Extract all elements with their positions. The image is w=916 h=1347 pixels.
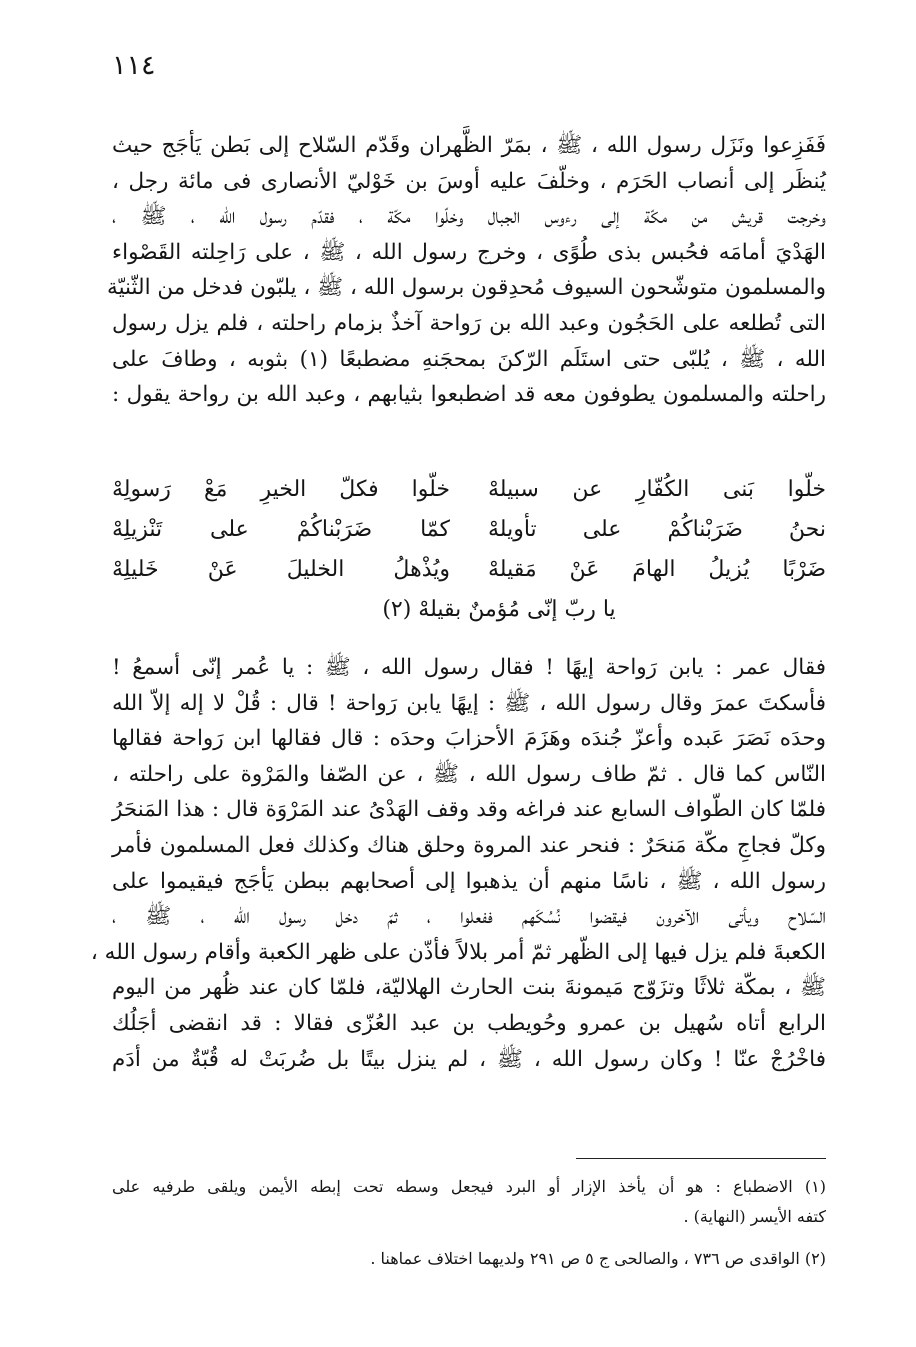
footnote-1-line-2: كتفه الأيسر (النهاية) . [683,1207,826,1226]
text-line: فقال عمر : يابن رَواحة إيهًا ! فقال رسول الله ، ﷺ : يا عُمر إنّى أسمعُ ! [112,655,826,680]
text-line: الهَدْيَ أمامَه فحُبس بذى طُوًى ، وخرج رسول الله ، ﷺ ، على رَاحِلته القَصْواء [112,239,826,265]
verse-second-hemistich: خلّوا فكلّ الخيرِ مَعْ رَسولِهْ [112,477,450,502]
footnote-2: (٢) الواقدى ص ٧٣٦ ، والصالحى ج ٥ ص ٢٩١ ولديهما اختلاف عماهنا . [370,1249,826,1268]
text-line: التى تُطلعه على الحَجُون وعبد الله بن رَواحة آخذٌ بزمام راحلته ، فلم يزل رسول [112,310,826,336]
paragraph-1 [107,128,827,413]
text-line: الكعبةَ فلم يزل فيها إلى الظّهر ثمّ أمر بلالاً فأذّن على ظهر الكعبة وأقام رسول الله ، [90,939,826,965]
poem-verse [112,470,826,510]
text-line: يُنظَر إلى أنصاب الحَرَم ، وخلّفَ عليه أوسَ بن خَوْليّ الأنصارى فى مائة رجل ، [112,168,826,194]
paragraph-2 [90,650,826,1077]
text-line: فلمّا كان الطّواف السابع عند فراغه وقد وقف الهَدْىُ عند المَرْوَة قال : هذا المَنحَرُ [112,797,826,823]
text-line: الله ، ﷺ ، يُلبّى حتى استَلَم الرّكنَ بمحجَنهِ مضطبعًا (١) بثوبه ، وطافَ على [112,346,827,372]
text-line: ﷺ ، بمكّة ثلاثًا وتزَوّج مَيمونةَ بنت الحارث الهلاليّة، فلمّا كان عند ظُهر من اليوم [112,975,826,1001]
text-line: وكلّ فجاجِ مكّة مَنحَرٌ : فنحر عند المروة وحلق هناك وكذلك فعل المسلمون فأمر [112,832,826,858]
text-line: الرابع أتاه سُهيل بن عمرو وحُويطب بن عبد العُزّى فقالا : قد انقضى أجَلُك [112,1010,826,1036]
verse-first-hemistich: نحنُ ضَرَبْناكُمْ على تأويلهْ [488,517,826,542]
text-line: والمسلمون متوشّحون السيوف مُحدِقون برسول الله ، ﷺ ، يلبّون فدخل من الثّنيّة [107,275,826,301]
text-line: فاخْرُجْ عنّا ! وكان رسول الله ، ﷺ ، لم ينزل بيتًا بل ضُربَتْ له قُبّةٌ من أدَم [112,1046,826,1072]
verse-first-hemistich: ضَرْبًا يُزيلُ الهامَ عَنْ مَقيلهْ [488,557,826,582]
text-line: وحدَه نَصَرَ عَبده وأعزّ جُندَه وهَزَمَ الأحزابَ وحدَه : قال فقالها ابن رَواحة فقالها [112,726,826,752]
verse-first-hemistich: خلّوا بَنى الكُفّارِ عن سبيلهْ [488,477,826,502]
poem-last-verse: يا ربّ إنّى مُؤمنٌ بقيلهْ (٢) [382,597,616,622]
footnotes [112,1172,826,1274]
text-line: رسول الله ، ﷺ ، ناسًا منهم أن يذهبوا إلى أصحابهم ببطن يَأجَج فيقيموا على [112,868,826,894]
verse-second-hemistich: كمّا ضَرَبْناكُمْ على تَنْزيلِهْ [112,517,450,542]
poem-verse [112,510,826,550]
poem-verse [112,550,826,590]
footnote-divider [576,1158,826,1159]
footnote-1-line-1: (١) الاضطباع : هو أن يأخذ الإزار أو البرد فيجعل وسطه تحت إبطه الأيمن ويلقى طرفيه على [112,1177,826,1196]
verse-second-hemistich: ويُذْهلُ الخليلَ عَنْ خَليلِهْ [112,557,450,582]
page-number: ١١٤ [112,50,156,81]
poem [112,470,826,630]
text-line: وخرجت قريش من مكّة إلى رءوس الجبال وخلّوا مكّة ، فقدّم رسول الله ، ﷺ ، [112,204,826,230]
text-line: النّاس كما قال . ثمّ طاف رسول الله ، ﷺ ، عن الصّفا والمَرْوة على راحلته ، [112,761,826,787]
text-line: فَفَزِعوا ونَزَل رسول الله ، ﷺ ، بمَرّ الظَّهران وقَدّم السّلاح إلى بَطن يَأجَج حيث [112,133,826,158]
text-line: السّلاح ويأتى الآخرون فيقضوا نُسُكَهم ففعلوا ، ثمّ دخل رسول الله ، ﷺ ، [112,904,826,930]
text-line: راحلته والمسلمون يطوفون معه قد اضطبعوا بثيابهم ، وعبد الله بن رواحة يقول : [112,382,826,408]
text-line: فأسكتَ عمرَ وقال رسول الله ، ﷺ : إيهًا يابن رَواحة ! قال : قُلْ لا إله إلاّ الله [112,690,826,716]
